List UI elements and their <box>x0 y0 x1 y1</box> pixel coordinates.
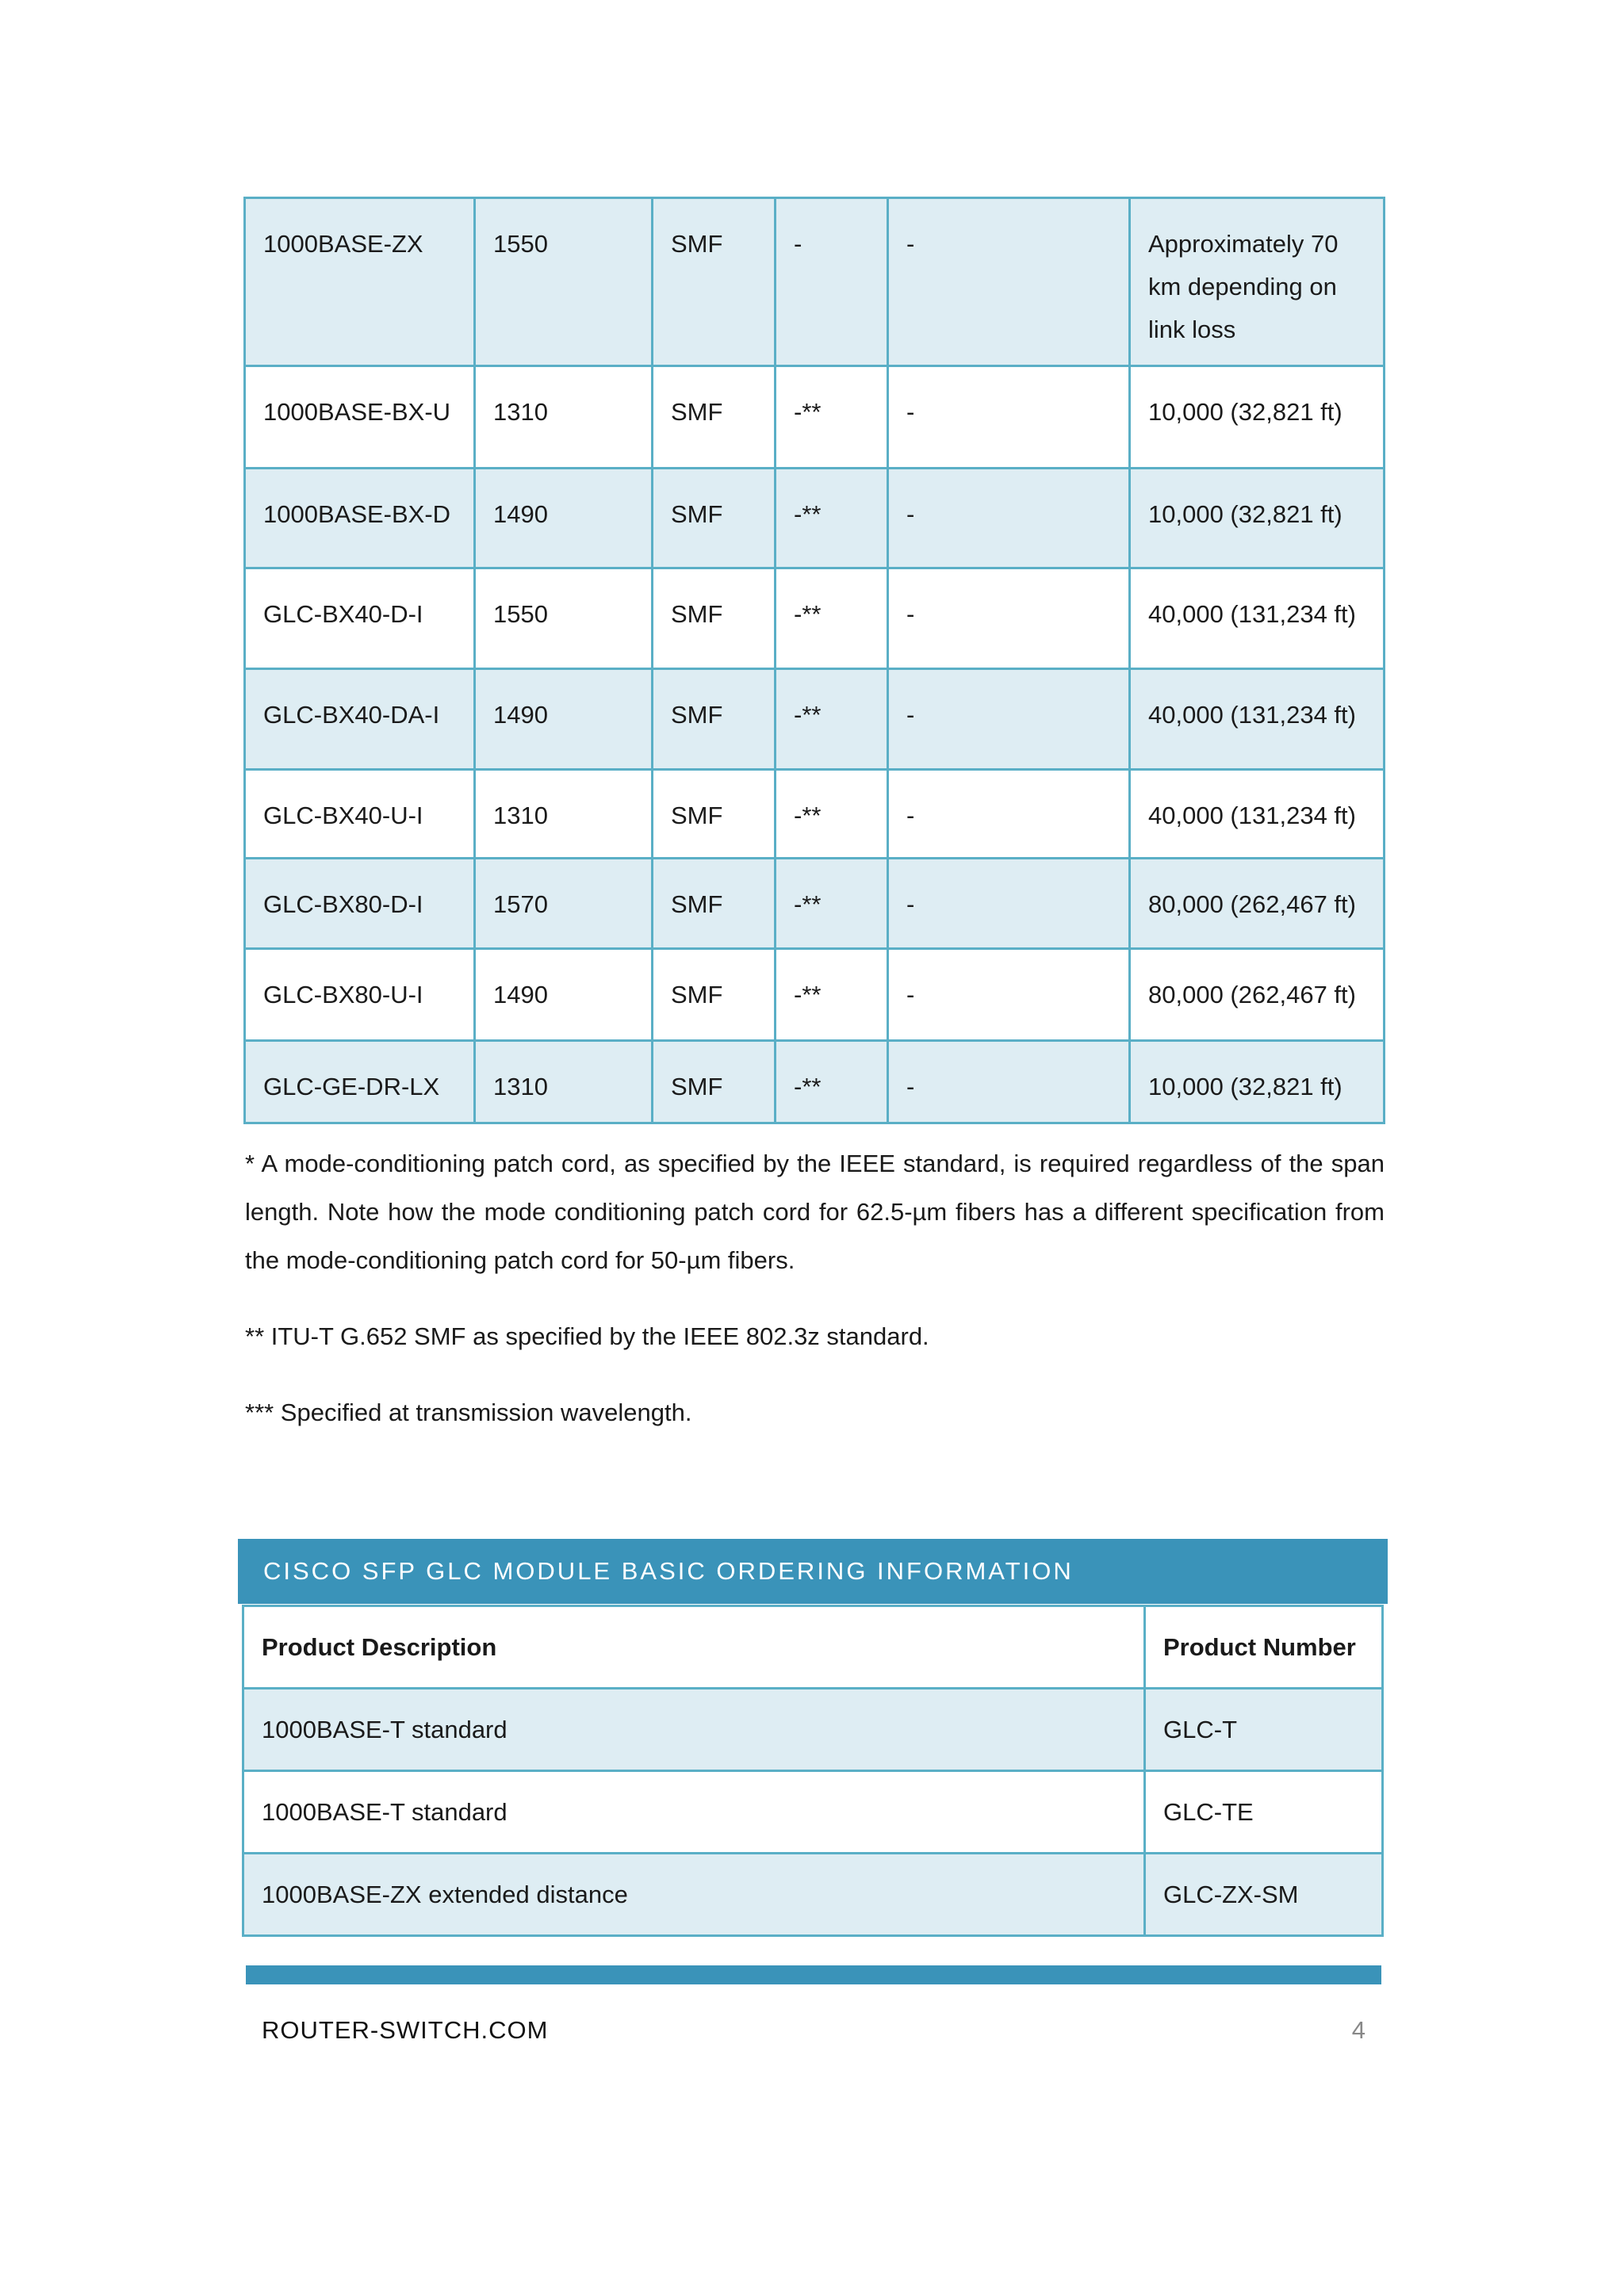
cell-type: 1000BASE-BX-D <box>245 469 475 568</box>
cell-description: 1000BASE-T standard <box>243 1771 1145 1854</box>
cell-modal: - <box>888 469 1130 568</box>
cell-fiber: SMF <box>653 198 776 366</box>
cell-description: 1000BASE-T standard <box>243 1689 1145 1771</box>
cell-modal: - <box>888 198 1130 366</box>
cell-core: -** <box>776 1041 888 1123</box>
ordering-section-title: CISCO SFP GLC MODULE BASIC ORDERING INFORMATION <box>238 1539 1388 1604</box>
cell-fiber: SMF <box>653 469 776 568</box>
distance-line: link loss <box>1148 316 1236 343</box>
distance-line: Approximately 70 <box>1148 230 1339 258</box>
table-row <box>245 366 1385 469</box>
cell-fiber: SMF <box>653 949 776 1041</box>
table-row <box>243 1771 1383 1854</box>
cell-modal: - <box>888 669 1130 770</box>
cell-modal: - <box>888 1041 1130 1123</box>
cell-distance: 40,000 (131,234 ft) <box>1130 770 1385 859</box>
cell-product-number: GLC-TE <box>1145 1771 1383 1854</box>
cell-distance: 80,000 (262,467 ft) <box>1130 949 1385 1041</box>
cell-wavelength: 1570 <box>475 859 653 949</box>
footer-site-name: ROUTER-SWITCH.COM <box>262 2016 549 2044</box>
cell-distance: 10,000 (32,821 ft) <box>1130 366 1385 469</box>
cell-fiber: SMF <box>653 568 776 669</box>
cell-modal: - <box>888 770 1130 859</box>
cell-core: -** <box>776 366 888 469</box>
cell-wavelength: 1490 <box>475 669 653 770</box>
cell-type: 1000BASE-BX-U <box>245 366 475 469</box>
cell-type: 1000BASE-ZX <box>245 198 475 366</box>
cell-type: GLC-BX80-D-I <box>245 859 475 949</box>
cell-type: GLC-BX80-U-I <box>245 949 475 1041</box>
table-row <box>245 859 1385 949</box>
cell-fiber: SMF <box>653 770 776 859</box>
table-row <box>245 949 1385 1041</box>
cell-wavelength: 1490 <box>475 469 653 568</box>
cell-distance <box>1130 198 1385 366</box>
cell-distance: 10,000 (32,821 ft) <box>1130 469 1385 568</box>
cell-type: GLC-BX40-D-I <box>245 568 475 669</box>
cell-core: -** <box>776 859 888 949</box>
cell-modal: - <box>888 859 1130 949</box>
cell-type: GLC-BX40-U-I <box>245 770 475 859</box>
table-row <box>245 669 1385 770</box>
cell-wavelength: 1550 <box>475 568 653 669</box>
cell-fiber: SMF <box>653 859 776 949</box>
cell-core: -** <box>776 949 888 1041</box>
footnote-itu-smf: ** ITU-T G.652 SMF as specified by the IEEE 802.3z standard. <box>245 1322 929 1350</box>
cell-description: 1000BASE-ZX extended distance <box>243 1854 1145 1936</box>
footnote-wavelength: *** Specified at transmission wavelength. <box>245 1399 692 1426</box>
cell-fiber: SMF <box>653 1041 776 1123</box>
cell-wavelength: 1550 <box>475 198 653 366</box>
cell-distance: 10,000 (32,821 ft) <box>1130 1041 1385 1123</box>
cell-core: -** <box>776 568 888 669</box>
cell-type: GLC-BX40-DA-I <box>245 669 475 770</box>
cell-distance: 80,000 (262,467 ft) <box>1130 859 1385 949</box>
table-row <box>245 198 1385 366</box>
cell-core: -** <box>776 669 888 770</box>
table-row <box>245 469 1385 568</box>
ordering-table <box>242 1605 1384 1937</box>
table-row <box>245 770 1385 859</box>
cell-product-number: GLC-T <box>1145 1689 1383 1771</box>
cell-wavelength: 1310 <box>475 770 653 859</box>
cell-core: - <box>776 198 888 366</box>
cell-core: -** <box>776 770 888 859</box>
cell-product-number: GLC-ZX-SM <box>1145 1854 1383 1936</box>
cell-type: GLC-GE-DR-LX <box>245 1041 475 1123</box>
transceiver-spec-table <box>243 197 1385 1124</box>
footnote-mode-conditioning: * A mode-conditioning patch cord, as specified by the IEEE standard, is required regardless of the span length. Note how the mode conditioning patch cord for 62.5-µm fibers has a different specification from the mode-conditioning patch cord for 50-µm fibers. <box>245 1150 1385 1274</box>
header-product-description: Product Description <box>243 1606 1145 1689</box>
cell-wavelength: 1310 <box>475 366 653 469</box>
cell-wavelength: 1310 <box>475 1041 653 1123</box>
table-row <box>245 1041 1385 1123</box>
distance-line: km depending on <box>1148 273 1337 300</box>
cell-wavelength: 1490 <box>475 949 653 1041</box>
header-product-number: Product Number <box>1145 1606 1383 1689</box>
table-footnotes <box>245 1139 1385 1464</box>
cell-modal: - <box>888 568 1130 669</box>
page-number: 4 <box>1351 2016 1365 2044</box>
cell-modal: - <box>888 366 1130 469</box>
cell-distance: 40,000 (131,234 ft) <box>1130 568 1385 669</box>
cell-fiber: SMF <box>653 669 776 770</box>
table-row <box>243 1854 1383 1936</box>
table-row <box>243 1689 1383 1771</box>
cell-core: -** <box>776 469 888 568</box>
cell-fiber: SMF <box>653 366 776 469</box>
cell-distance: 40,000 (131,234 ft) <box>1130 669 1385 770</box>
table-row <box>245 568 1385 669</box>
table-header-row <box>243 1606 1383 1689</box>
footer-divider-bar <box>246 1965 1381 1984</box>
cell-modal: - <box>888 949 1130 1041</box>
